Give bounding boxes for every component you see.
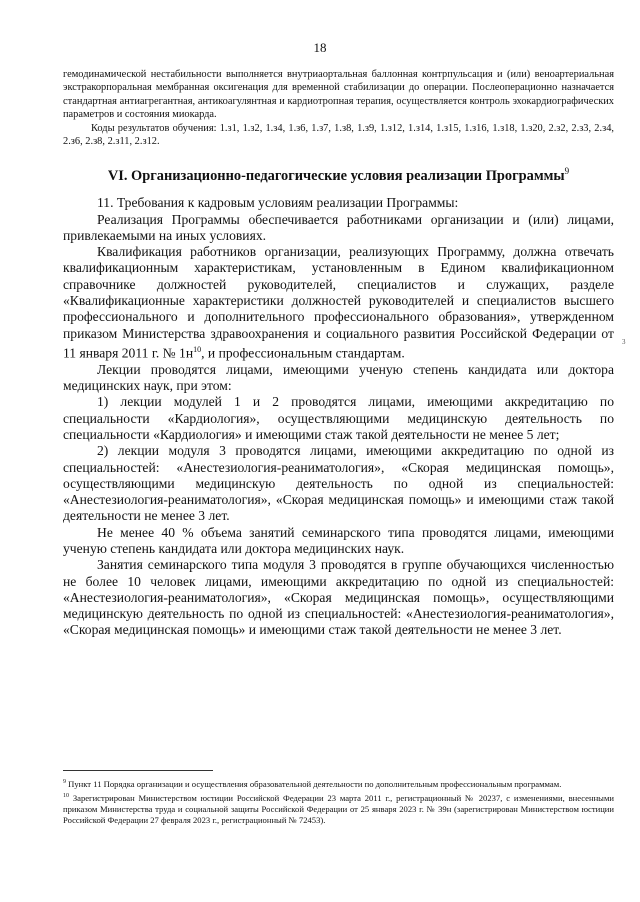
qualification-footnote-ref: 10 [193,344,202,354]
footnotes [63,770,614,827]
paragraph-staff-requirements: 11. Требования к кадровым условиям реализации Программы: [97,195,459,211]
intro-paragraph: гемодинамической нестабильности выполняется внутриаортальная баллонная контрпульсация и (или) веноартериальная экстракорпоральная мембранная оксигенация для временной стабилизации до операции. Послеоперационно назначается стандартная антиагрегантная, антикоагулянтная и кардиотропная терапия, осуществляется контроль эхокардиографических параметров и состояния миокарда. [63,69,614,121]
footnote-divider [63,770,213,771]
section-heading [63,162,614,185]
section-title: VI. Организационно-педагогические условия реализации Программы [107,168,565,185]
page-content [63,68,614,639]
section-title-footnote-ref: 9 [564,166,570,177]
footnote-10-text: Зарегистрирован Министерством юстиции Российской Федерации 23 марта 2011 г., регистрационный № 20237, с изменениями, внесенными приказом Министерства труда и социальной защиты Российской Федерации от 25 января 2023 г. № 39н (зарегистрирован Министерством юстиции Российской Федерации 27 февраля 2023 г., регистрационный № 72453). [63,792,614,825]
paragraph-implementation: Реализация Программы обеспечивается работниками организации и (или) лицами, привлекаемыми на иных условиях. [63,211,614,243]
page-number: 18 [313,40,327,55]
footnote-9-text: Пункт 11 Порядка организации и осуществления образовательной деятельности по дополнительным профессиональным программам. [66,778,562,789]
paragraph-seminar-module-3: Занятия семинарского типа модуля 3 проводятся в группе обучающихся численностью не более 10 человек лицами, имеющими аккредитацию по одной из специальностей: «Анестезиология-реаниматология», «Скорая медицинская помощь», осуществляющими медицинскую деятельность по одной из специальностей: «Анестезиология-реаниматология», «Скорая медицинская помощь» и имеющими стаж такой деятельности не менее 3 лет. [63,557,614,638]
footnote-10-mark: 10 [63,792,69,799]
footnote-9 [63,777,614,790]
learning-outcome-codes: Коды результатов обучения: 1.з1, 1.з2, 1.з4, 1.з6, 1.з7, 1.з8, 1.з9, 1.з12, 1.з14, 1.з15, 1.з16, 1.з18, 1.з20, 2.з2, 2.з3, 2.з4, 2.з6, 2.з8, 2.з11, 2.з12. [63,122,614,148]
paragraph-seminar-share: Не менее 40 % объема занятий семинарского типа проводятся лицами, имеющими ученую степень кандидата или доктора медицинских наук. [63,524,614,556]
footnote-9-mark: 9 [63,779,66,785]
paragraph-lectures-module-3: 2) лекции модуля 3 проводятся лицами, имеющими аккредитацию по одной из специальностей: «Анестезиология-реаниматология», «Скорая медицинская помощь», осуществляющими медицинскую деятельность по одной из специальностей: «Анестезиология-реаниматология», «Скорая медицинская помощь» и имеющими стаж такой деятельности не менее 3 лет. [63,443,614,524]
paragraph-lectures-modules-1-2: 1) лекции модулей 1 и 2 проводятся лицами, имеющими аккредитацию по специальности «Кардиология», осуществляющими медицинскую деятельность по специальности «Кардиология» и имеющими стаж такой деятельности не менее 5 лет; [63,394,614,442]
footnote-10 [63,791,614,826]
qualification-tail: , и профессиональным стандартам. [201,345,405,361]
margin-mark: 3 [622,338,626,346]
qualification-text: Квалификация работников организации, реализующих Программу, должна отвечать квалификационным характеристикам, установленным в Едином квалификационном справочнике должностей руководителей, специалистов и служащих, разделе «Квалификационные характеристики должностей руководителей и специалистов высшего профессионального и дополнительного профессионального образования», утвержденном приказом Министерства здравоохранения и социального развития Российской Федерации от 11 января 2011 г. № 1н [63,244,614,361]
paragraph-qualification [63,244,614,362]
paragraph-lectures: Лекции проводятся лицами, имеющими ученую степень кандидата или доктора медицинских наук, при этом: [63,361,614,394]
